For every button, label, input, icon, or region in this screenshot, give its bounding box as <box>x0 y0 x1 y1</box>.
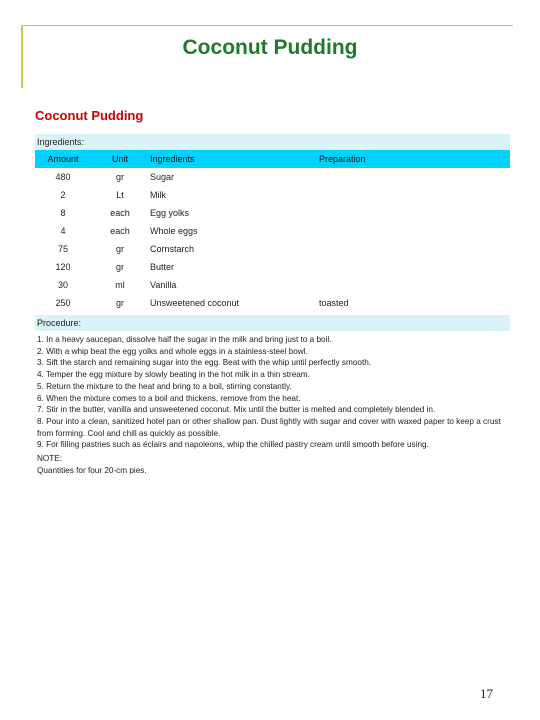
header-amount: Amount <box>47 154 79 164</box>
cell-unit: Lt <box>116 190 124 200</box>
cell-unit: each <box>110 226 130 236</box>
table-row <box>35 222 510 240</box>
procedure-step: 7. Stir in the butter, vanilla and unsweetened coconut. Mix until the butter is melted and completely blended in. <box>37 405 436 415</box>
cell-amount: 250 <box>55 298 71 308</box>
cell-ingredient: Butter <box>150 262 175 272</box>
cell-ingredient: Vanilla <box>150 280 177 290</box>
page-title: Coconut Pudding <box>182 36 358 59</box>
procedure-step: 3. Sift the starch and remaining sugar into the egg. Beat with the whip until perfectly smooth. <box>37 358 372 368</box>
cell-ingredient: Egg yolks <box>150 208 190 218</box>
cell-amount: 120 <box>55 262 71 272</box>
page-number: 17 <box>480 686 493 701</box>
header-ingredients: Ingredients <box>150 154 195 164</box>
procedure-step: 5. Return the mixture to the heat and bring to a boil, stirring constantly. <box>37 381 292 391</box>
cell-amount: 4 <box>60 226 66 236</box>
cell-unit: gr <box>115 244 124 254</box>
note-text: Quantities for four 20-cm pies. <box>37 465 147 475</box>
cell-ingredient: Unsweetened coconut <box>150 298 240 308</box>
header-preparation: Preparation <box>319 154 366 164</box>
procedure-step: 1. In a heavy saucepan, dissolve half the sugar in the milk and bring just to a boil. <box>37 335 332 344</box>
table-row <box>35 258 510 276</box>
table-row <box>35 168 510 186</box>
cell-amount: 8 <box>60 208 66 218</box>
cell-unit: each <box>110 208 130 218</box>
table-row <box>35 204 510 222</box>
table-row <box>35 294 510 312</box>
cell-unit: gr <box>115 172 124 182</box>
note-label: NOTE: <box>37 454 63 463</box>
cell-ingredient: Whole eggs <box>150 226 198 236</box>
procedure-step: 8. Pour into a clean, sanitized hotel pan or other shallow pan. Dust lightly with sugar and cover with waxed paper to keep a crust from forming. Cool and chill as quickly as possible. <box>37 416 501 438</box>
table-row <box>35 240 510 258</box>
recipe-title: Coconut Pudding <box>35 108 144 123</box>
frame-top-rule <box>21 25 513 26</box>
procedure-steps <box>37 334 507 451</box>
cell-ingredient: Cornstarch <box>150 244 195 254</box>
cell-unit: gr <box>115 298 124 308</box>
cell-ingredient: Milk <box>150 190 166 200</box>
procedure-step: 9. For filling pastries such as éclairs and napoleons, whip the chilled pastry cream until smooth before using. <box>37 440 429 450</box>
table-row <box>35 186 510 204</box>
cell-amount: 30 <box>57 280 68 290</box>
table-header-row <box>35 150 510 168</box>
procedure-step: 6. When the mixture comes to a boil and thickens, remove from the heat. <box>37 393 301 403</box>
cell-preparation: toasted <box>319 298 349 308</box>
cell-unit: gr <box>115 262 124 272</box>
ingredients-label: Ingredients: <box>35 134 510 150</box>
cell-ingredient: Sugar <box>150 172 175 182</box>
cell-amount: 480 <box>55 172 71 182</box>
header-unit: Unit <box>111 154 128 164</box>
cell-unit: ml <box>115 280 125 290</box>
cell-amount: 2 <box>60 190 66 200</box>
table-row <box>35 276 510 294</box>
procedure-label: Procedure: <box>35 315 510 331</box>
procedure-step: 4. Temper the egg mixture by slowly beating in the hot milk in a thin stream. <box>37 370 310 380</box>
procedure-step: 2. With a whip beat the egg yolks and whole eggs in a stainless-steel bowl. <box>37 346 308 356</box>
cell-amount: 75 <box>57 244 68 254</box>
note-block <box>37 453 437 476</box>
